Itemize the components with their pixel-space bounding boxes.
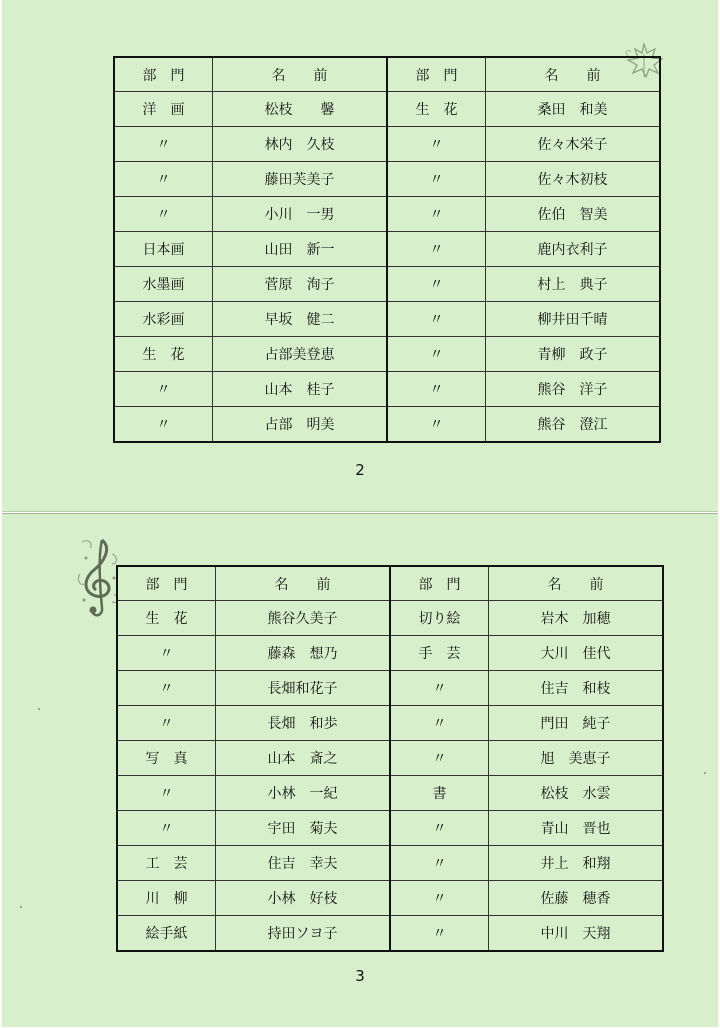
table-row	[117, 881, 663, 916]
table-row	[114, 197, 660, 232]
name-cell: 長畑 和歩	[216, 706, 391, 741]
name-cell: 岩木 加穂	[489, 601, 664, 636]
dept-cell: 生 花	[114, 337, 213, 372]
page-3	[2, 513, 718, 1027]
dept-cell: 〃	[387, 407, 486, 443]
table-row	[114, 407, 660, 443]
page-2	[2, 0, 718, 512]
name-cell: 佐々木初枝	[486, 162, 661, 197]
table-header-row	[117, 566, 663, 601]
table-row	[117, 776, 663, 811]
dept-cell: 〃	[117, 776, 216, 811]
name-cell: 菅原 洵子	[213, 267, 388, 302]
scan-speck	[20, 906, 22, 908]
dept-cell: 〃	[387, 162, 486, 197]
dept-header: 部 門	[387, 57, 486, 92]
table-row	[114, 162, 660, 197]
scan-speck	[704, 772, 706, 774]
name-cell: 佐伯 智美	[486, 197, 661, 232]
name-cell: 藤田芙美子	[213, 162, 388, 197]
name-cell: 小林 一紀	[216, 776, 391, 811]
table-row	[114, 92, 660, 127]
treble-clef-icon	[74, 534, 122, 620]
dept-cell: 生 花	[117, 601, 216, 636]
page-number: 2	[355, 461, 365, 479]
name-cell: 大川 佳代	[489, 636, 664, 671]
dept-cell: 〃	[390, 706, 489, 741]
table-row	[114, 127, 660, 162]
dept-cell: 〃	[114, 407, 213, 443]
dept-cell: 〃	[114, 127, 213, 162]
name-cell: 柳井田千晴	[486, 302, 661, 337]
table-row	[117, 846, 663, 881]
name-cell: 長畑和花子	[216, 671, 391, 706]
dept-cell: 日本画	[114, 232, 213, 267]
table-row	[114, 302, 660, 337]
scan-speck	[38, 708, 40, 710]
dept-cell: 絵手紙	[117, 916, 216, 952]
name-cell: 井上 和翔	[489, 846, 664, 881]
dept-cell: 切り絵	[390, 601, 489, 636]
dept-cell: 〃	[117, 671, 216, 706]
table-row	[117, 706, 663, 741]
name-cell: 村上 典子	[486, 267, 661, 302]
dept-cell: 工 芸	[117, 846, 216, 881]
dept-cell: 〃	[387, 372, 486, 407]
dept-cell: 手 芸	[390, 636, 489, 671]
table-row	[114, 267, 660, 302]
name-cell: 藤森 想乃	[216, 636, 391, 671]
name-header: 名 前	[213, 57, 388, 92]
dept-cell: 〃	[114, 162, 213, 197]
dept-cell: 〃	[387, 232, 486, 267]
name-cell: 林内 久枝	[213, 127, 388, 162]
name-cell: 門田 純子	[489, 706, 664, 741]
dept-cell: 〃	[117, 636, 216, 671]
dept-cell: 洋 画	[114, 92, 213, 127]
name-cell: 山本 桂子	[213, 372, 388, 407]
dept-cell: 〃	[117, 706, 216, 741]
name-cell: 住吉 幸夫	[216, 846, 391, 881]
table-row	[117, 811, 663, 846]
roster-table-page-2	[113, 56, 661, 443]
dept-header: 部 門	[390, 566, 489, 601]
name-cell: 熊谷久美子	[216, 601, 391, 636]
dept-cell: 〃	[390, 741, 489, 776]
name-cell: 山田 新一	[213, 232, 388, 267]
dept-cell: 水彩画	[114, 302, 213, 337]
dept-cell: 〃	[390, 881, 489, 916]
dept-cell: 〃	[117, 811, 216, 846]
name-cell: 小川 一男	[213, 197, 388, 232]
name-cell: 早坂 健二	[213, 302, 388, 337]
dept-cell: 〃	[387, 302, 486, 337]
name-cell: 熊谷 澄江	[486, 407, 661, 443]
name-cell: 山本 斎之	[216, 741, 391, 776]
dept-cell: 写 真	[117, 741, 216, 776]
name-cell: 中川 天翔	[489, 916, 664, 952]
name-cell: 占部 明美	[213, 407, 388, 443]
name-cell: 持田ソヨ子	[216, 916, 391, 952]
name-cell: 佐々木栄子	[486, 127, 661, 162]
roster-table-page-3	[116, 565, 664, 952]
dept-cell: 〃	[387, 337, 486, 372]
name-cell: 青山 晋也	[489, 811, 664, 846]
table-row	[114, 337, 660, 372]
name-cell: 松枝 馨	[213, 92, 388, 127]
dept-cell: 水墨画	[114, 267, 213, 302]
name-cell: 鹿内衣利子	[486, 232, 661, 267]
table-row	[117, 916, 663, 952]
table-header-row	[114, 57, 660, 92]
page-number: 3	[355, 967, 365, 985]
dept-cell: 〃	[114, 197, 213, 232]
dept-header: 部 門	[114, 57, 213, 92]
dept-cell: 〃	[390, 916, 489, 952]
name-cell: 宇田 菊夫	[216, 811, 391, 846]
name-cell: 青柳 政子	[486, 337, 661, 372]
name-cell: 占部美登恵	[213, 337, 388, 372]
name-header: 名 前	[489, 566, 664, 601]
table-row	[117, 636, 663, 671]
table-row	[114, 232, 660, 267]
name-cell: 小林 好枝	[216, 881, 391, 916]
dept-cell: 書	[390, 776, 489, 811]
name-cell: 桑田 和美	[486, 92, 661, 127]
name-cell: 佐藤 穂香	[489, 881, 664, 916]
name-cell: 住吉 和枝	[489, 671, 664, 706]
name-cell: 旭 美恵子	[489, 741, 664, 776]
dept-cell: 〃	[390, 846, 489, 881]
dept-cell: 〃	[387, 267, 486, 302]
dept-cell: 〃	[390, 671, 489, 706]
table-row	[114, 372, 660, 407]
dept-cell: 〃	[387, 127, 486, 162]
table-row	[117, 671, 663, 706]
dept-cell: 〃	[114, 372, 213, 407]
table-row	[117, 601, 663, 636]
dept-header: 部 門	[117, 566, 216, 601]
name-cell: 熊谷 洋子	[486, 372, 661, 407]
dept-cell: 〃	[387, 197, 486, 232]
dept-cell: 〃	[390, 811, 489, 846]
name-header: 名 前	[486, 57, 661, 92]
name-header: 名 前	[216, 566, 391, 601]
dept-cell: 川 柳	[117, 881, 216, 916]
dept-cell: 生 花	[387, 92, 486, 127]
table-row	[117, 741, 663, 776]
name-cell: 松枝 水雲	[489, 776, 664, 811]
